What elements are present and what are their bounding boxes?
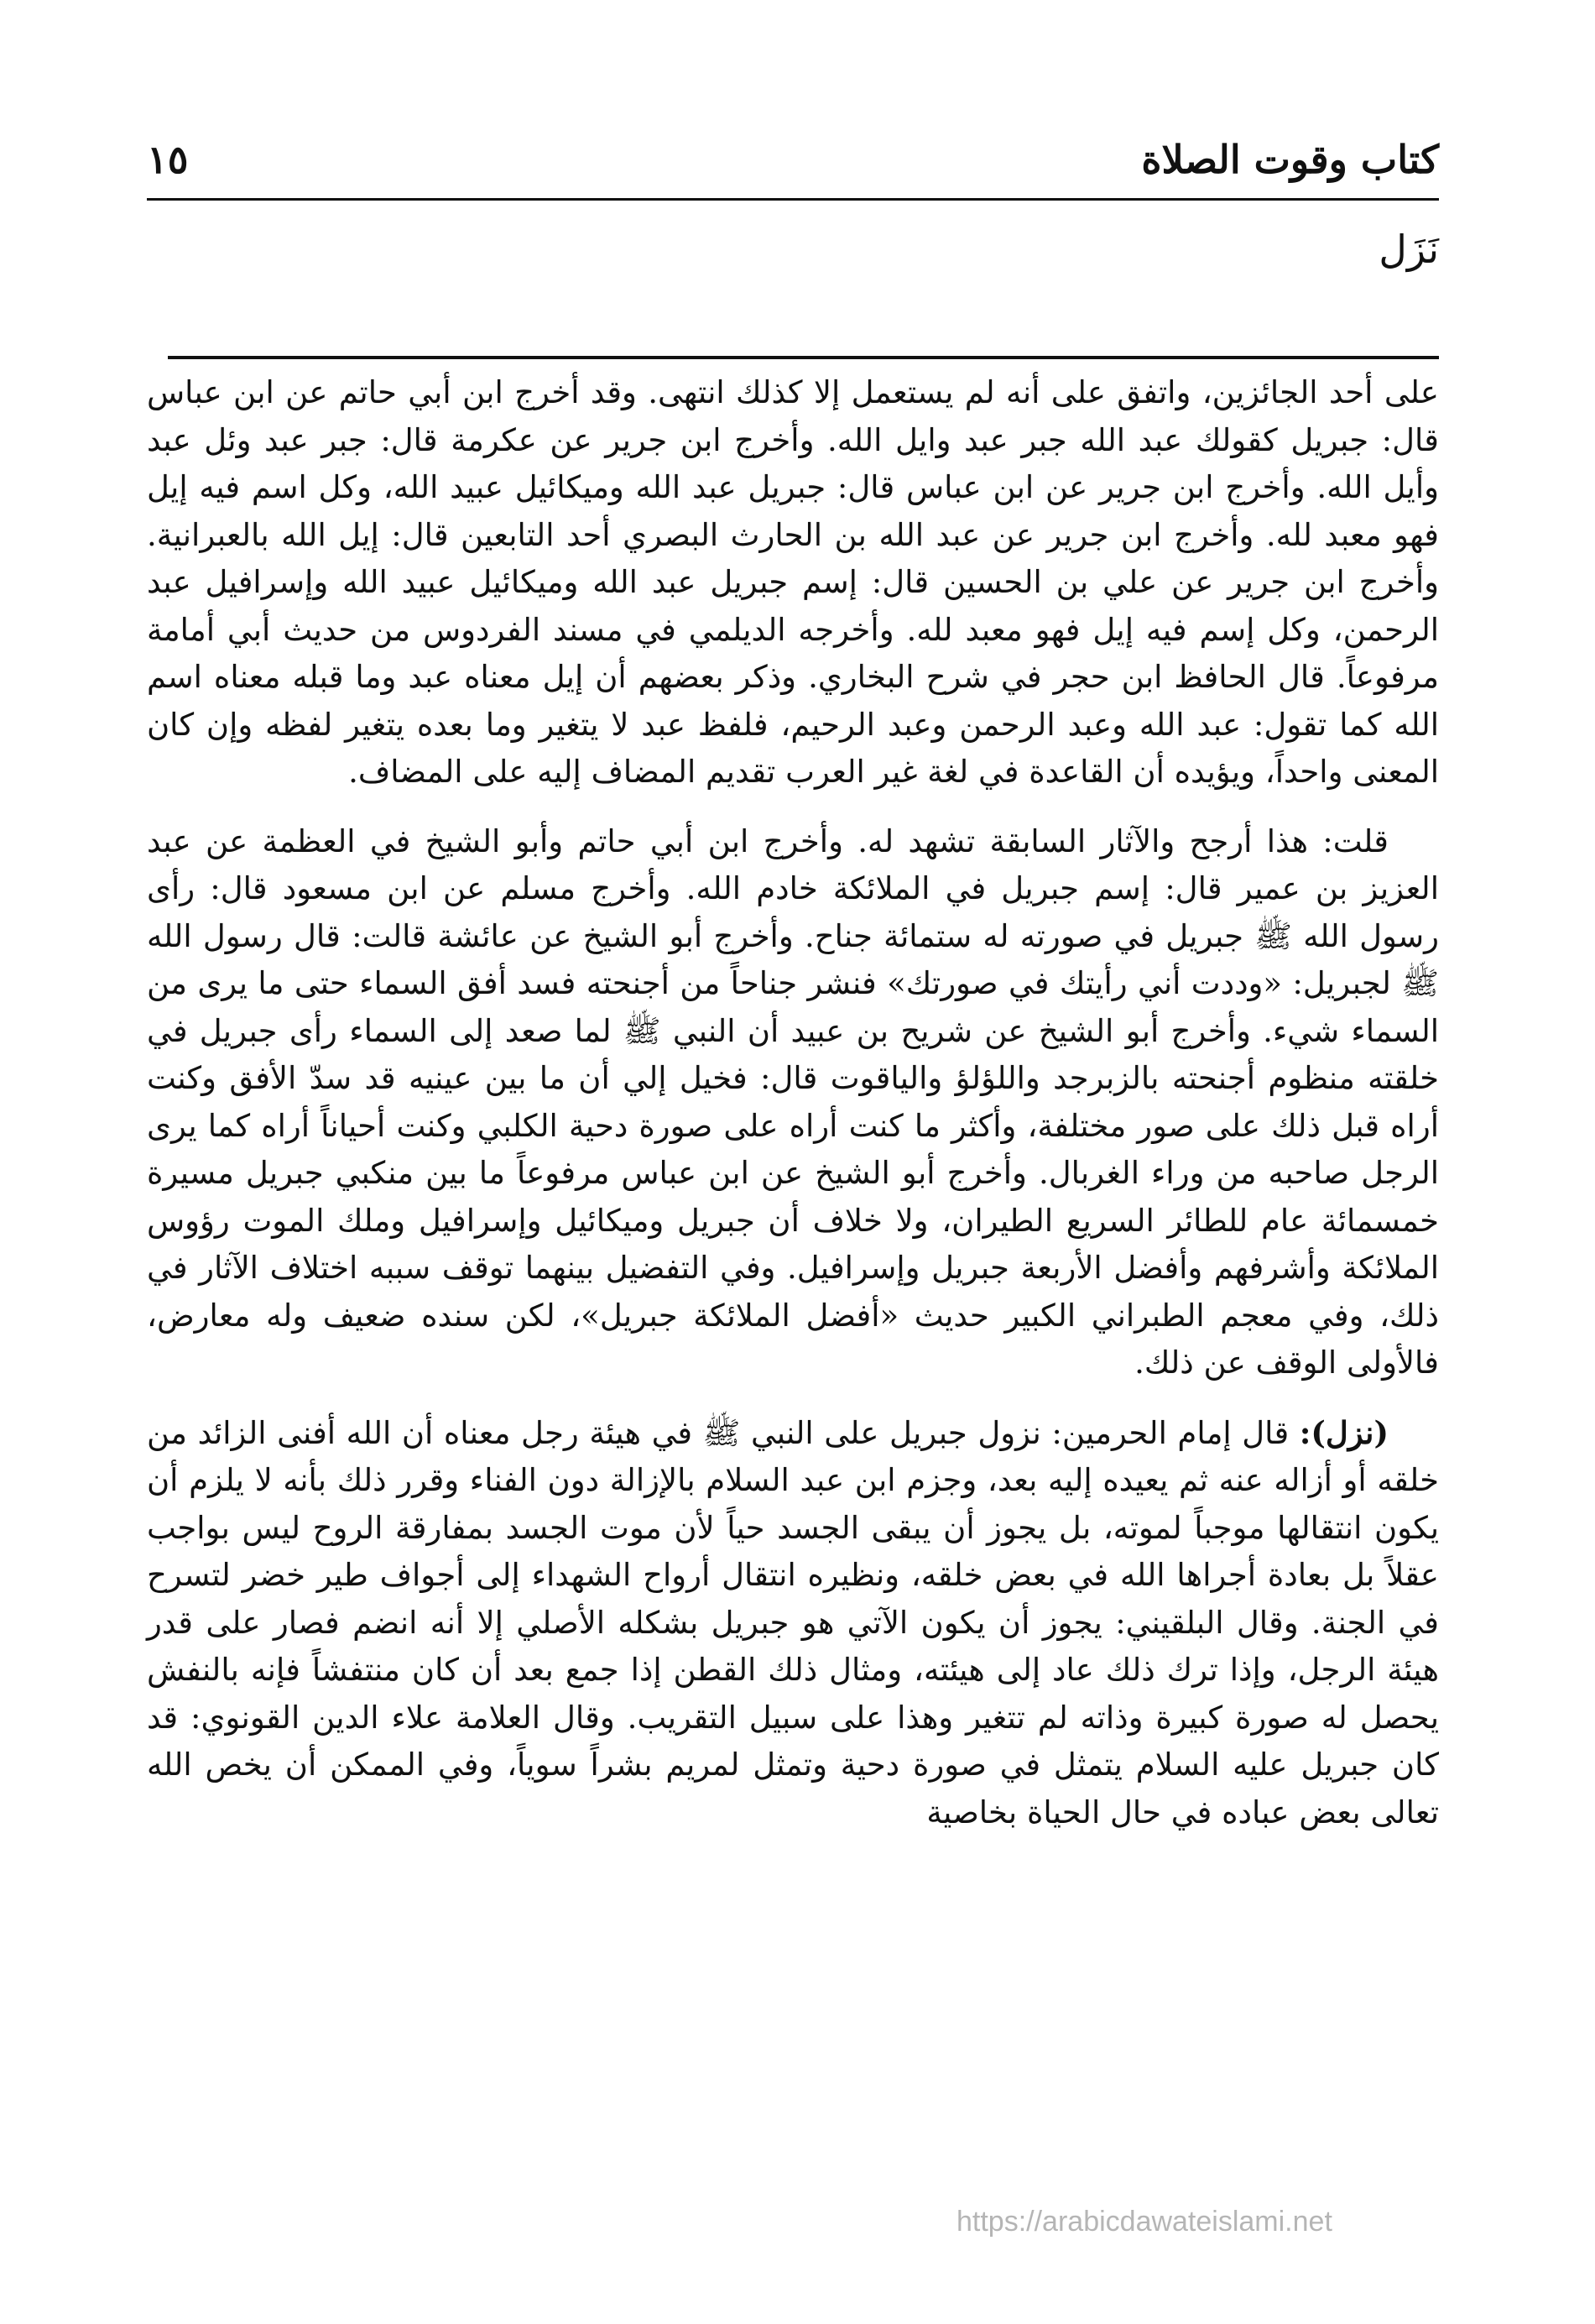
book-title: كتاب وقوت الصلاة xyxy=(1141,137,1439,182)
commentary-paragraph xyxy=(147,1409,1439,1837)
page-number: ١٥ xyxy=(147,137,189,182)
commentary-paragraph xyxy=(147,369,1439,796)
paragraph-text: على أحد الجائزين، واتفق على أنه لم يستعمل إلا كذلك انتهى. وقد أخرج ابن أبي حاتم عن ابن عباس قال: جبريل كقولك عبد الله جبر عبد وايل الله. وأخرج ابن جرير عن عكرمة قال: جبر عبد وئل عبد وأيل الله. وأخرج ابن جرير عن ابن عباس قال: جبريل عبد الله وميكائيل عبيد الله، وكل اسم فيه إيل فهو معبد لله. وأخرج ابن جرير عن عبد الله بن الحارث البصري أحد التابعين قال: إيل الله بالعبرانية. وأخرج ابن جرير عن علي بن الحسين قال: إسم جبريل عبد الله وميكائيل عبيد الله وإسرافيل عبد الرحمن، وكل إسم فيه إيل فهو معبد لله. وأخرجه الديلمي في مسند الفردوس من حديث أبي أمامة مرفوعاً. قال الحافظ ابن حجر في شرح البخاري. وذكر بعضهم أن إيل معناه عبد وما قبله معناه اسم الله كما تقول: عبد الله وعبد الرحمن وعبد الرحيم، فلفظ عبد لا يتغير وما بعده يتغير لفظه وإن كان المعنى واحداً، ويؤيده أن القاعدة في لغة غير العرب تقديم المضاف إليه على المضاف. xyxy=(147,374,1439,790)
header-rule xyxy=(147,198,1439,201)
matn-text: نَزَل xyxy=(1379,227,1439,272)
running-header xyxy=(147,118,1439,201)
commentary xyxy=(147,369,1439,1836)
paragraph-lead-term: (نزل): xyxy=(1299,1413,1389,1451)
paragraph-text: قال إمام الحرمين: نزول جبريل على النبي ﷺ في هيئة رجل معناه أن الله أفنى الزائد من خلقه أو أزاله عنه ثم يعيده إليه بعد، وجزم ابن عبد السلام بالإزالة دون الفناء وقرر ذلك بأنه لا يلزم أن يكون انتقالها موجباً لموته، بل يجوز أن يبقى الجسد حياً لأن موت الجسد بمفارقة الروح ليس بواجب عقلاً بل بعادة أجراها الله في بعض خلقه، ونظيره انتقال أرواح الشهداء إلى أجواف طير خضر لتسرح في الجنة. وقال البلقيني: يجوز أن يكون الآتي هو جبريل بشكله الأصلي إلا أنه انضم فصار على قدر هيئة الرجل، وإذا ترك ذلك عاد إلى هيئته، ومثال ذلك القطن إذا جمع بعد أن كان منتفشاً فإنه بالنفش يحصل له صورة كبيرة وذاته لم تتغير وهذا على سبيل التقريب. وقال العلامة علاء الدين القونوي: قد كان جبريل عليه السلام يتمثل في صورة دحية وتمثل لمريم بشراً سوياً، وفي الممكن أن يخص الله تعالى بعض عباده في حال الحياة بخاصية xyxy=(147,1414,1439,1830)
commentary-paragraph xyxy=(147,818,1439,1387)
notes-separator-rule xyxy=(168,356,1439,359)
watermark-url: https://arabicdawateislami.net xyxy=(956,2206,1332,2238)
paragraph-text: قلت: هذا أرجح والآثار السابقة تشهد له. وأخرج ابن أبي حاتم وأبو الشيخ في العظمة عن عبد العزيز بن عمير قال: إسم جبريل في الملائكة خادم الله. وأخرج مسلم عن ابن مسعود قال: رأى رسول الله ﷺ جبريل في صورته له ستمائة جناح. وأخرج أبو الشيخ عن عائشة قالت: قال رسول الله ﷺ لجبريل: «وددت أني رأيتك في صورتك» فنشر جناحاً من أجنحته فسد أفق السماء حتى ما يرى من السماء شيء. وأخرج أبو الشيخ عن شريح بن عبيد أن النبي ﷺ لما صعد إلى السماء رأى جبريل في خلقته منظوم أجنحته بالزبرجد واللؤلؤ والياقوت قال: فخيل إلي أن ما بين عينيه قد سدّ الأفق وكنت أراه قبل ذلك على صور مختلفة، وأكثر ما كنت أراه على صورة دحية الكلبي وكنت أحياناً أراه كما يرى الرجل صاحبه من وراء الغربال. وأخرج أبو الشيخ عن ابن عباس مرفوعاً ما بين منكبي جبريل مسيرة خمسمائة عام للطائر السريع الطيران، ولا خلاف أن جبريل وميكائيل وإسرافيل وملك الموت رؤوس الملائكة وأشرفهم وأفضل الأربعة جبريل وإسرافيل. وفي التفضيل بينهما توقف سببه اختلاف الآثار في ذلك، وفي معجم الطبراني الكبير حديث «أفضل الملائكة جبريل»، لكن سنده ضعيف وله معارض، فالأولى الوقف عن ذلك. xyxy=(147,823,1439,1381)
